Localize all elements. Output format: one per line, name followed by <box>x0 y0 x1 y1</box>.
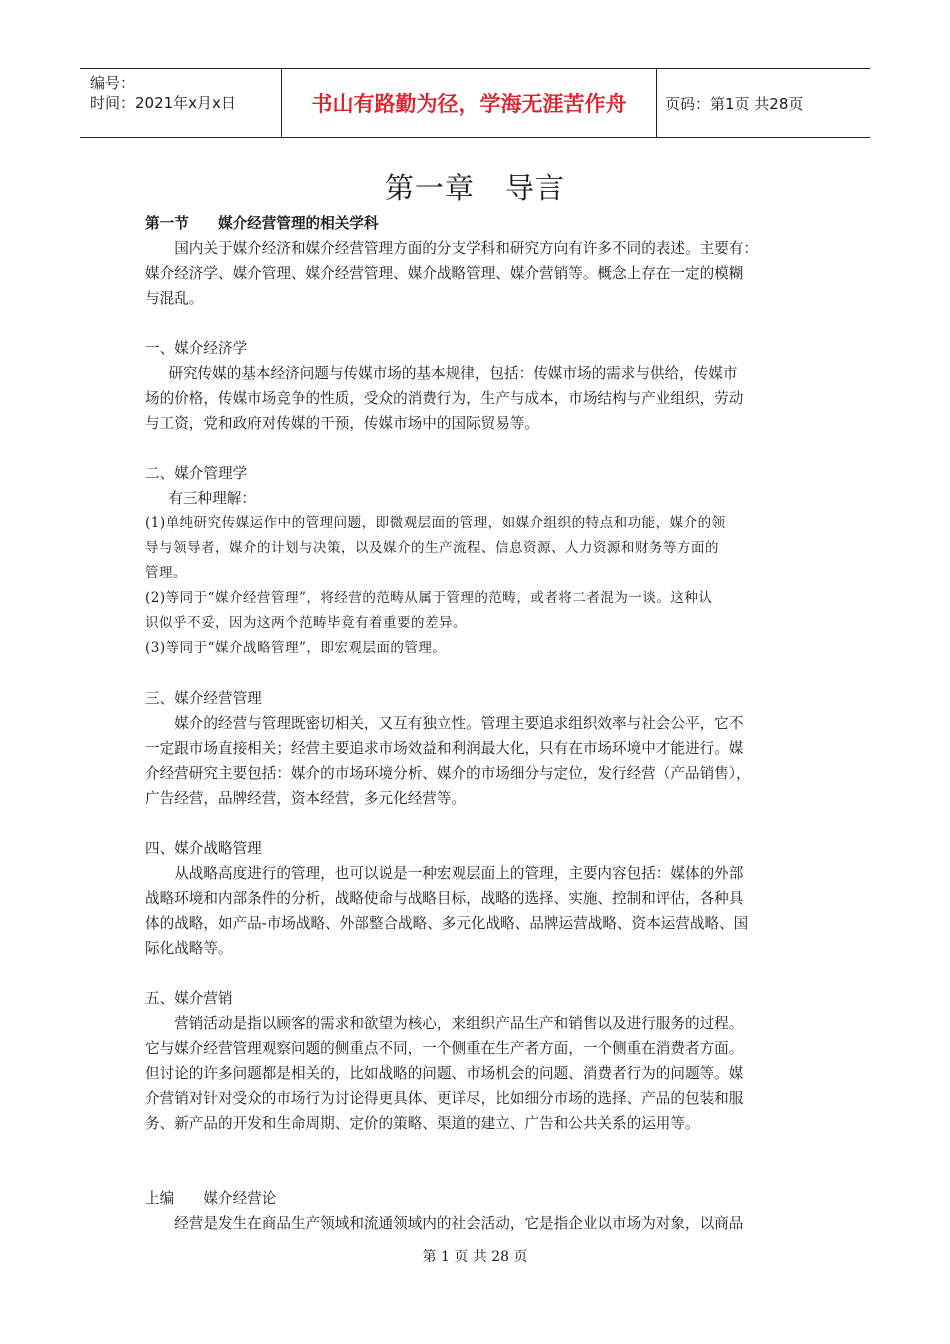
chapter-title: 第一章 导言 <box>384 171 565 205</box>
subsection-heading: 一、媒介经济学 <box>145 340 248 357</box>
header-motto: 书山有路勤为径，学海无涯苦作舟 <box>282 69 657 137</box>
header-page-info: 页码：第1页 共28页 <box>665 94 804 113</box>
paragraph-line: 经营是发生在商品生产领域和流通领域内的社会活动，它是指企业以市场为对象，以商品 <box>174 1215 744 1232</box>
paragraph-line: 媒介的经营与管理既密切相关，又互有独立性。管理主要追求组织效率与社会公平，它不 <box>174 715 744 732</box>
list-item-line: (3)等同于“媒介战略管理”，即宏观层面的管理。 <box>145 640 447 656</box>
time-label: 时间：2021年x月x日 <box>90 94 236 112</box>
paragraph-line: 一定跟市场直接相关；经营主要追求市场效益和利润最大化，只有在市场环境中才能进行。媒 <box>145 740 744 757</box>
paragraph-line: 与工资，党和政府对传媒的干预，传媒市场中的国际贸易等。 <box>145 415 540 432</box>
list-item-line: (1)单纯研究传媒运作中的管理问题，即微观层面的管理，如媒介组织的特点和功能，媒介的领 <box>145 515 726 531</box>
section-heading: 第一节 媒介经营管理的相关学科 <box>145 215 379 232</box>
paragraph-line: 有三种理解： <box>168 490 256 507</box>
paragraph-line: 场的价格，传媒市场竞争的性质，受众的消费行为，生产与成本，市场结构与产业组织，劳动 <box>145 390 744 407</box>
list-item-line: 导与领导者，媒介的计划与决策，以及媒介的生产流程、信息资源、人力资源和财务等方面的 <box>145 540 719 556</box>
list-item-line: 管理。 <box>145 565 187 581</box>
paragraph-line: 营销活动是指以顾客的需求和欲望为核心，来组织产品生产和销售以及进行服务的过程。 <box>174 1015 744 1032</box>
paragraph-line: 但讨论的许多问题都是相关的，比如战略的问题、市场机会的问题、消费者行为的问题等。媒 <box>145 1065 744 1082</box>
paragraph-line: 国内关于媒介经济和媒介经营管理方面的分支学科和研究方向有许多不同的表述。主要有： <box>174 240 758 257</box>
subsection-heading: 三、媒介经营管理 <box>145 690 262 707</box>
paragraph-line: 它与媒介经营管理观察问题的侧重点不同，一个侧重在生产者方面，一个侧重在消费者方面。 <box>145 1040 744 1057</box>
paragraph-line: 媒介经济学、媒介管理、媒介经营管理、媒介战略管理、媒介营销等。概念上存在一定的模糊 <box>145 265 744 282</box>
page-footer: 第 1 页 共 28 页 <box>422 1249 528 1265</box>
paragraph-line: 广告经营，品牌经营，资本经营，多元化经营等。 <box>145 790 467 807</box>
paragraph-line: 体的战略，如产品-市场战略、外部整合战略、多元化战略、品牌运营战略、资本运营战略、国 <box>145 915 749 932</box>
page-header <box>80 68 870 138</box>
header-meta <box>80 69 282 137</box>
paragraph-line: 介经营研究主要包括：媒介的市场环境分析、媒介的市场细分与定位，发行经营（产品销售）， <box>145 765 751 782</box>
paragraph-line: 从战略高度进行的管理，也可以说是一种宏观层面上的管理，主要内容包括：媒体的外部 <box>174 865 744 882</box>
subsection-heading: 四、媒介战略管理 <box>145 840 262 857</box>
paragraph-line: 际化战略等。 <box>145 940 233 957</box>
document-body <box>145 211 808 1236</box>
paragraph-line: 务、新产品的开发和生命周期、定价的策略、渠道的建立、广告和公共关系的运用等。 <box>145 1115 700 1132</box>
number-label: 编号： <box>90 74 136 92</box>
subsection-heading: 二、媒介管理学 <box>145 465 248 482</box>
paragraph-line: 与混乱。 <box>145 290 204 307</box>
paragraph-line: 介营销对针对受众的市场行为讨论得更具体、更详尽，比如细分市场的选择、产品的包装和服 <box>145 1090 744 1107</box>
paragraph-line: 战略环境和内部条件的分析，战略使命与战略目标，战略的选择、实施、控制和评估，各种具 <box>145 890 744 907</box>
part-heading: 上编 媒介经营论 <box>145 1190 277 1207</box>
subsection-heading: 五、媒介营销 <box>145 990 233 1007</box>
paragraph-line: 研究传媒的基本经济问题与传媒市场的基本规律，包括：传媒市场的需求与供给，传媒市 <box>168 365 738 382</box>
list-item-line: 识似乎不妥，因为这两个范畴毕竟有着重要的差异。 <box>145 615 467 631</box>
list-item-line: (2)等同于“媒介经营管理”，将经营的范畴从属于管理的范畴，或者将二者混为一谈。这种认 <box>145 590 713 606</box>
